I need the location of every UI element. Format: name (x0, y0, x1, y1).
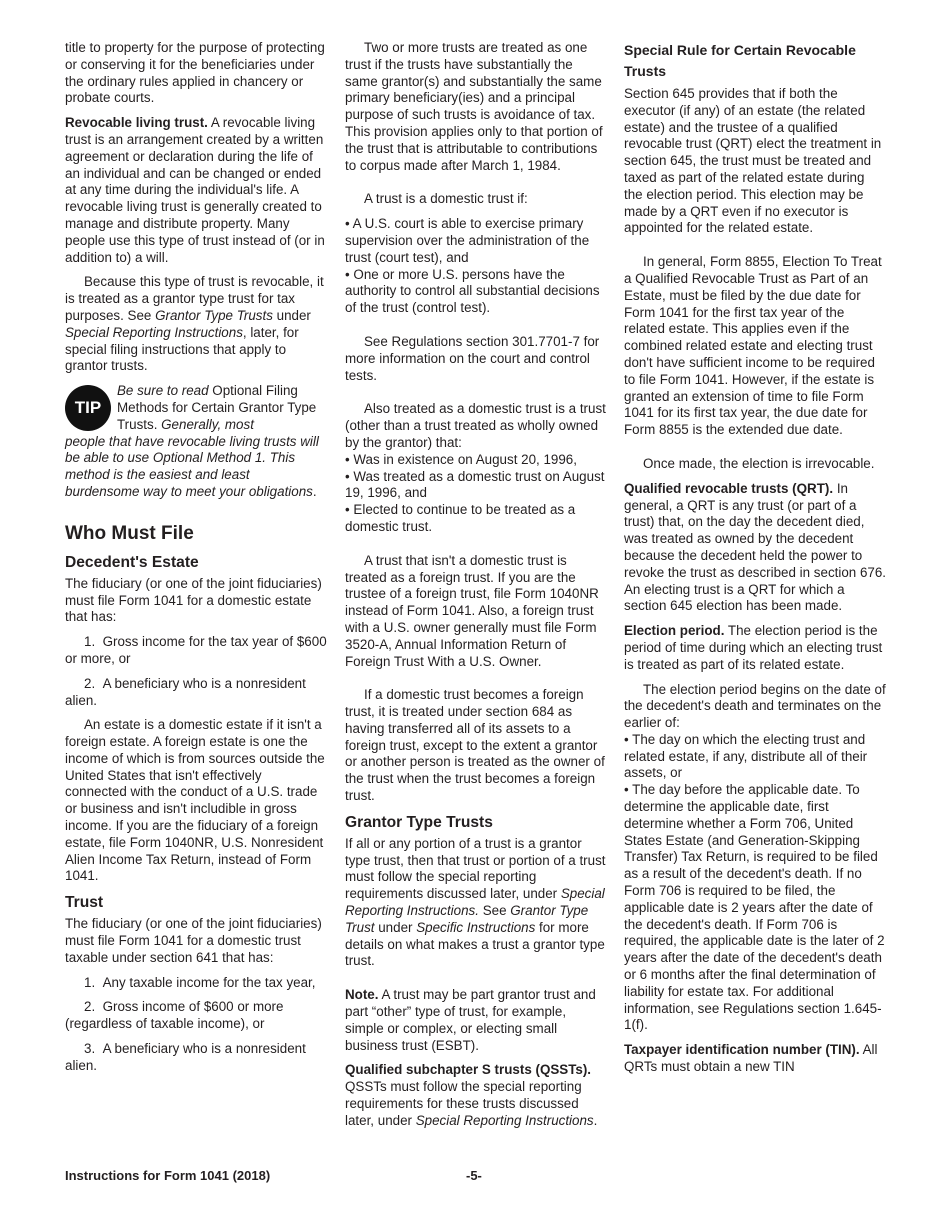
run-in-heading: Qualified revocable trusts (QRT). (624, 480, 834, 496)
footer-form-title: Instructions for Form 1041 (2018) (65, 1168, 271, 1183)
paragraph: Section 645 provides that if both the executor (if any) of an estate (the related estate) and the trustee of a qualified revocable trust (QRT) elect the treatment in section 645, the trust must be treated and taxed as part of the related estate during the election period. This election may be made by a QRT even if no executor is appointed for the related estate. (624, 86, 882, 236)
run-in-heading: Note. (345, 987, 379, 1003)
paragraph: A trust that isn't a domestic trust is treated as a foreign trust. If you are the trustee of a foreign trust, file Form 1040NR instead of Form 1041. Also, a foreign trust with a U.S. owner generally must file Form 3520-A, Annual Information Return of Foreign Trust With a U.S. Owner. (345, 552, 599, 669)
paragraph: Because this type of trust is revocable, it is treated as a grantor type trust for tax purposes. See Grantor Type Trusts under Special Reporting Instructions, later, for special filing instructions that apply to grantor trusts. (65, 274, 324, 374)
paragraph: Two or more trusts are treated as one trust if the trusts have substantially the same grantor(s) and substantially the same primary beneficiary(ies) and a principal purpose of such trusts is avoidance of tax. This provision applies only to that portion of the trust that is attributable to contributions to corpus made after March 1, 1984. (345, 40, 603, 173)
paragraph: If a domestic trust becomes a foreign trust, it is treated under section 684 as having transferred all of its assets to a foreign trust, except to the extent a grantor or another person is treated as the owner of the trust when the trust becomes a foreign trust. (345, 687, 605, 804)
column-1 (65, 40, 327, 1083)
tip-text-continued: people that have revocable living trusts will be able to use Optional Method 1. This method is the easiest and least burdensome way to meet your obligations. (65, 433, 319, 499)
election-period-paragraph: Election period. The election period is the period of time during which an electing trust is treated as part of its related estate. (624, 623, 883, 672)
tip-box (65, 383, 327, 501)
qsst-paragraph: Qualified subchapter S trusts (QSSTs). QSSTs must follow the special reporting requirements for these trusts discussed later, under Special Reporting Instructions. (345, 1062, 598, 1128)
paragraph: An estate is a domestic estate if it isn't a foreign estate. A foreign estate is one the income of which is from sources outside the United States that isn't effectively connected with the conduct of a U.S. trade or business and isn't includible in gross income. If you are the fiduciary of a foreign estate, file Form 1040NR, U.S. Nonresident Alien Income Tax Return, instead of Form 1041. (65, 717, 325, 884)
run-in-heading: Qualified subchapter S trusts (QSSTs). (345, 1062, 592, 1078)
list-item: 3. A beneficiary who is a nonresident alien. (65, 1041, 306, 1073)
bullet-item: • Elected to continue to be treated as a domestic trust. (345, 502, 576, 534)
note-paragraph: Note. A trust may be part grantor trust and part “other” type of trust, for example, simple or complex, or electing small business trust (ESBT). (345, 987, 596, 1053)
bullet-item: • One or more U.S. persons have the authority to control all substantial decisions of the trust (control test). (345, 266, 600, 316)
paragraph: Once made, the election is irrevocable. (643, 455, 875, 471)
paragraph: A trust is a domestic trust if: (364, 191, 528, 207)
paragraph: Also treated as a domestic trust is a trust (other than a trust treated as wholly owned by the grantor) that: (345, 401, 606, 450)
run-in-heading: Revocable living trust. (65, 115, 208, 131)
bullet-item: • Was treated as a domestic trust on August 19, 1996, and (345, 468, 605, 501)
tin-paragraph: Taxpayer identification number (TIN). All QRTs must obtain a new TIN (624, 1042, 878, 1075)
page-number: -5- (466, 1168, 482, 1183)
list-item: 1. Any taxable income for the tax year, (84, 974, 316, 990)
revocable-living-trust-paragraph: Revocable living trust. A revocable living trust is an arrangement created by a written agreement or declaration during the life of an individual and can be changed or ended at any time during the individual's life. A revocable living trust is generally created to manage and distribute property. Many people use this type of trust instead of (or in addition to) a will. (65, 115, 325, 265)
bullet-item: • Was in existence on August 20, 1996, (345, 451, 577, 467)
subsection-heading: Decedent's Estate (65, 553, 199, 571)
paragraph: In general, Form 8855, Election To Treat a Qualified Revocable Trust as Part of an Estate, must be filed by the due date for Form 1041 for the first tax year of the related estate. This applies even if the combined related estate and electing trust don't have sufficient income to be required to file Form 1041. However, if the estate is granted an extension of time to file Form 1041 for its first tax year, the due date for Form 8855 is the extended due date. (624, 254, 882, 438)
paragraph: See Regulations section 301.7701-7 for more information on the court and control tests. (345, 333, 600, 383)
paragraph: The fiduciary (or one of the joint fiduciaries) must file Form 1041 for a domestic trust taxable under section 641 that has: (65, 916, 322, 965)
paragraph: The election period begins on the date of the decedent's death and terminates on the earlier of: (624, 681, 886, 731)
paragraph: If all or any portion of a trust is a grantor type trust, then that trust or portion of a trust must follow the special reporting requirements discussed later, under Special Reporting Instructions. See Grantor Type Trust under Specific Instructions for more details on what makes a trust a grantor type trust. (345, 835, 606, 969)
bullet-item: • A U.S. court is able to exercise primary supervision over the administration of the trust (court test), and (345, 216, 590, 265)
run-in-heading: Taxpayer identification number (TIN). (624, 1042, 860, 1058)
paragraph: title to property for the purpose of protecting or conserving it for the beneficiaries under the ordinary rules applied in chancery or probate courts. (65, 40, 325, 106)
bullet-item: • The day before the applicable date. To determine the applicable date, first determine whether a Form 706, United States Estate (and Generation-Skipping Transfer) Tax Return, is required to be filed as a result of the decedent's death. If no Form 706 is required to be filed, the applicable date is 2 years after the date of the decedent's death. If Form 706 is required, the applicable date is the later of 2 years after the date of the decedent's death or 6 months after the final determination of liability for estate tax. For additional information, see Regulations section 1.645-1(f). (624, 782, 885, 1033)
column-2 (345, 40, 607, 1138)
subsection-heading: Grantor Type Trusts (345, 813, 493, 831)
qrt-paragraph: Qualified revocable trusts (QRT). In general, a QRT is any trust (or part of a trust) that, on the day the decedent died, was treated as owned by the decedent because the decedent held the power to revoke the trust as described in section 676. An electing trust is a QRT for which a section 645 election has been made. (624, 480, 887, 614)
subsection-heading: Trust (65, 894, 104, 912)
column-3 (624, 40, 886, 1084)
section-heading: Who Must File (65, 522, 194, 544)
bullet-item: • The day on which the electing trust and related estate, if any, distribute all of their assets, or (624, 731, 868, 781)
list-item: 2. A beneficiary who is a nonresident alien. (65, 675, 306, 708)
list-item: 1. Gross income for the tax year of $600 or more, or (65, 634, 327, 666)
tip-icon: TIP (65, 385, 111, 431)
run-in-heading: Election period. (624, 623, 725, 639)
paragraph: The fiduciary (or one of the joint fiduciaries) must file Form 1041 for a domestic estate that has: (65, 575, 322, 625)
list-item: 2. Gross income of $600 or more (regardless of taxable income), or (65, 999, 284, 1032)
tip-text: Be sure to read Optional Filing Methods for Certain Grantor Type Trusts. Generally, most (117, 383, 317, 432)
subsection-heading: Special Rule for Certain Revocable Trusts (624, 42, 856, 79)
